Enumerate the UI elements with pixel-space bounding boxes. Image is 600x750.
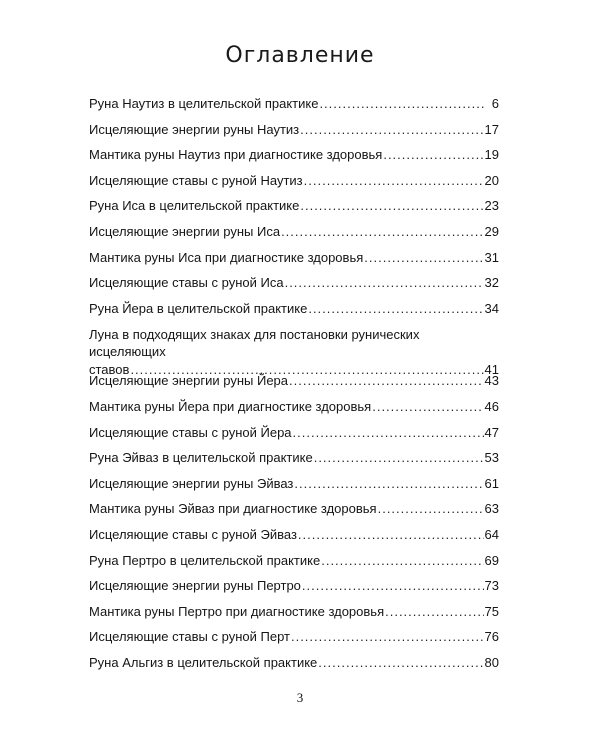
toc-entry-title: Руна Альгиз в целительской практике [89, 654, 318, 670]
toc-entry-title-continued: ставов [89, 362, 130, 378]
toc-entry-page: 23 [484, 198, 499, 214]
leader-dots [372, 399, 483, 415]
leader-dots [319, 96, 486, 112]
leader-dots [294, 476, 483, 492]
toc-entry-title: Исцеляющие ставы с руной Эйваз [89, 526, 297, 542]
toc-entry [89, 527, 499, 553]
toc-entry [89, 173, 499, 199]
leader-dots [304, 173, 484, 189]
toc-entry-title: Исцеляющие энергии руны Пертро [89, 578, 301, 594]
page-number: 3 [296, 690, 304, 705]
toc-entry [89, 425, 499, 451]
leader-dots [385, 604, 483, 620]
leader-dots [364, 250, 483, 266]
toc-entry [89, 604, 499, 630]
toc-entry-title: Мантика руны Иса при диагностике здоровья [89, 249, 364, 265]
leader-dots [293, 425, 484, 441]
leader-dots [378, 501, 484, 517]
toc-entry-page: 20 [484, 172, 499, 188]
toc-entry-page: 34 [484, 300, 499, 316]
toc-entry [89, 147, 499, 173]
toc-entry [89, 250, 499, 276]
toc-entry-page: 75 [484, 603, 499, 619]
toc-entry [89, 96, 499, 122]
leader-dots [300, 198, 483, 214]
toc-entry-title: Луна в подходящих знаках для постановки рунических исцеляющих [89, 327, 420, 360]
toc-entry-title: Исцеляющие энергии руны Эйваз [89, 475, 294, 491]
toc-entry-page: 32 [484, 275, 499, 291]
leader-dots [318, 655, 483, 671]
toc-entry-title: Руна Наутиз в целительской практике [89, 96, 319, 111]
toc-entry-title: Руна Эйваз в целительской практике [89, 450, 313, 466]
toc-entry-title: Мантика руны Эйваз при диагностике здоровья [89, 501, 377, 517]
toc-entry-title: Руна Иса в целительской практике [89, 198, 300, 214]
toc-entry [89, 373, 499, 399]
toc-entry [89, 122, 499, 148]
toc-entry-page: 46 [484, 398, 499, 414]
toc-entry-title: Мантика руны Йера при диагностике здоровья [89, 398, 372, 414]
toc-entry-page: 41 [484, 362, 499, 378]
leader-dots [291, 629, 484, 645]
leader-dots [289, 373, 484, 389]
toc-entry-page: 64 [484, 526, 499, 542]
toc-entry-title: Исцеляющие ставы с руной Перт [89, 629, 290, 645]
toc-entry [89, 476, 499, 502]
leader-dots [281, 224, 483, 240]
leader-dots [321, 553, 483, 569]
toc-entry-page: 17 [484, 121, 499, 137]
toc-entry [89, 553, 499, 579]
toc-entry-title: Руна Йера в целительской практике [89, 300, 308, 316]
toc-entry [89, 655, 499, 681]
toc-entry-page: 29 [484, 223, 499, 239]
toc-entry-title: Исцеляющие энергии руны Йера [89, 373, 289, 389]
leader-dots [298, 527, 484, 543]
leader-dots [302, 578, 484, 594]
toc-entry-page: 53 [484, 450, 499, 466]
toc-entry-page: 63 [484, 501, 499, 517]
toc-entry [89, 326, 499, 378]
toc-entry [89, 629, 499, 655]
leader-dots [383, 147, 483, 163]
toc-entry-title: Руна Пертро в целительской практике [89, 552, 321, 568]
toc-entry-title: Мантика руны Наутиз при диагностике здоровья [89, 147, 383, 163]
toc-entry-title: Мантика руны Пертро при диагностике здоровья [89, 603, 385, 619]
leader-dots [308, 301, 483, 317]
leader-dots [314, 450, 484, 466]
toc-entry-title: Исцеляющие энергии руны Наутиз [89, 121, 300, 137]
page-title: Оглавление [225, 43, 375, 68]
toc-entry [89, 275, 499, 301]
toc-entry [89, 399, 499, 425]
toc-entry [89, 501, 499, 527]
toc-entry-page: 69 [484, 552, 499, 568]
toc-entry [89, 450, 499, 476]
toc-entry-title: Исцеляющие ставы с руной Наутиз [89, 172, 303, 188]
toc-entry-page: 76 [484, 629, 499, 645]
toc-entry-page: 6 [491, 96, 499, 111]
leader-dots [285, 275, 484, 291]
toc-entry [89, 224, 499, 250]
toc-entry-page: 47 [484, 424, 499, 440]
toc-entry-page: 61 [484, 475, 499, 491]
toc-entry [89, 301, 499, 327]
toc-entry-page: 19 [484, 147, 499, 163]
table-of-contents [89, 96, 499, 680]
toc-entry-title: Исцеляющие ставы с руной Иса [89, 275, 284, 291]
toc-entry-page: 80 [484, 654, 499, 670]
toc-entry-page: 43 [484, 373, 499, 389]
toc-entry-page: 73 [484, 578, 499, 594]
toc-entry-title: Исцеляющие ставы с руной Йера [89, 424, 292, 440]
toc-entry-page: 31 [484, 249, 499, 265]
toc-entry [89, 198, 499, 224]
toc-entry [89, 578, 499, 604]
leader-dots [300, 122, 483, 138]
toc-entry-title: Исцеляющие энергии руны Иса [89, 223, 281, 239]
